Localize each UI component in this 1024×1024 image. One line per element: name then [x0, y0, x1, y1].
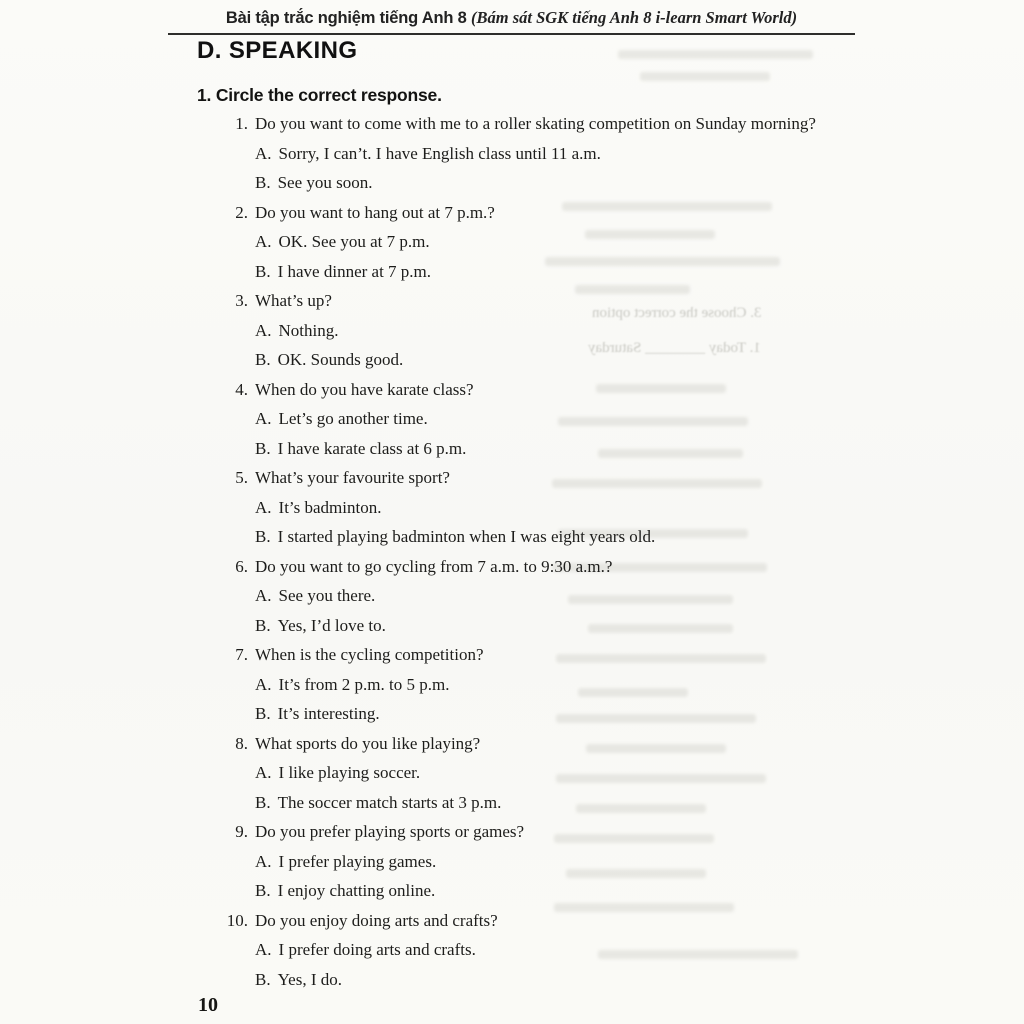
exercise-instruction: 1. Circle the correct response. [197, 85, 442, 105]
question-text: Do you prefer playing sports or games? [255, 822, 525, 841]
question-number: 2. [235, 202, 248, 222]
question-number: 10. [226, 910, 248, 930]
running-head-title: Bài tập trắc nghiệm tiếng Anh 8 [225, 9, 471, 27]
option-line [210, 876, 890, 906]
option-label: B. [255, 438, 271, 458]
bleed-through-streak [640, 72, 770, 81]
option-line [210, 581, 890, 611]
question-number: 4. [235, 379, 248, 399]
option-text: OK. Sounds good. [277, 350, 404, 369]
question-item [210, 552, 890, 641]
question-line [210, 109, 890, 139]
option-text: OK. See you at 7 p.m. [278, 232, 430, 251]
question-text: Do you want to hang out at 7 p.m.? [255, 202, 495, 222]
option-text: It’s interesting. [277, 704, 380, 723]
question-item [210, 109, 890, 198]
option-line [210, 522, 890, 552]
question-text: What’s up? [255, 291, 332, 310]
question-text: Do you enjoy doing arts and crafts? [255, 910, 498, 930]
option-line [210, 139, 890, 169]
option-line [210, 847, 890, 877]
option-line [210, 404, 890, 434]
option-text: Nothing. [278, 320, 339, 340]
question-text: Do you want to come with me to a roller skating competition on Sunday morning? [255, 114, 816, 133]
option-text: Let’s go another time. [278, 409, 428, 428]
option-label: B. [255, 173, 271, 192]
option-text: I like playing soccer. [278, 763, 421, 782]
option-text: I prefer playing games. [278, 851, 437, 871]
option-label: A. [255, 320, 272, 340]
option-label: A. [255, 232, 272, 251]
option-label: B. [255, 261, 271, 281]
option-label: B. [255, 350, 271, 369]
question-text: When do you have karate class? [255, 379, 474, 399]
running-head [168, 8, 855, 28]
option-label: B. [255, 969, 271, 989]
bleed-through-streak [618, 50, 813, 59]
option-text: Yes, I do. [277, 969, 342, 989]
question-line [210, 552, 890, 582]
option-label: A. [255, 674, 272, 694]
bleed-through-text: 3. Choose the correct option [592, 305, 762, 321]
question-item [210, 729, 890, 818]
option-label: A. [255, 586, 272, 605]
question-number: 9. [235, 822, 248, 841]
question-line [210, 906, 890, 936]
bleed-through-text: 1. Today ________ Saturday [588, 340, 761, 356]
option-text: Sorry, I can’t. I have English class until 11 a.m. [278, 143, 601, 163]
option-text: See you there. [278, 586, 376, 605]
question-text: When is the cycling competition? [255, 645, 484, 664]
option-text: It’s from 2 p.m. to 5 p.m. [278, 674, 450, 694]
option-line [210, 965, 890, 995]
option-label: B. [255, 527, 271, 546]
option-line [210, 493, 890, 523]
question-item [210, 640, 890, 729]
option-line [210, 935, 890, 965]
option-line [210, 345, 890, 375]
option-label: B. [255, 615, 271, 635]
option-line [210, 758, 890, 788]
question-text: What’s your favourite sport? [255, 468, 450, 487]
option-label: A. [255, 940, 272, 959]
option-label: B. [255, 881, 271, 900]
question-number: 1. [235, 114, 248, 133]
option-line [210, 316, 890, 346]
option-text: I enjoy chatting online. [277, 881, 436, 900]
option-text: Yes, I’d love to. [277, 615, 386, 635]
running-head-subtitle: (Bám sát SGK tiếng Anh 8 i-learn Smart World) [471, 8, 798, 27]
option-text: It’s badminton. [278, 497, 382, 517]
question-number: 8. [235, 733, 248, 753]
header-rule [168, 33, 855, 35]
option-line [210, 788, 890, 818]
question-line [210, 640, 890, 670]
option-line [210, 434, 890, 464]
question-text: What sports do you like playing? [255, 733, 481, 753]
option-line [210, 227, 890, 257]
option-label: A. [255, 497, 272, 517]
question-list [210, 109, 890, 994]
section-heading: D. SPEAKING [197, 37, 358, 64]
option-line [210, 611, 890, 641]
option-text: I have karate class at 6 p.m. [277, 438, 467, 458]
question-item [210, 198, 890, 287]
question-line [210, 463, 890, 493]
option-label: A. [255, 143, 272, 163]
question-line [210, 198, 890, 228]
option-label: A. [255, 409, 272, 428]
option-text: I prefer doing arts and crafts. [278, 940, 476, 959]
question-item [210, 906, 890, 995]
option-label: B. [255, 704, 271, 723]
question-number: 6. [235, 556, 248, 576]
question-item [210, 817, 890, 906]
option-text: See you soon. [277, 173, 373, 192]
question-line [210, 286, 890, 316]
question-text: Do you want to go cycling from 7 a.m. to 9:30 a.m.? [255, 556, 613, 576]
option-text: I have dinner at 7 p.m. [277, 261, 432, 281]
option-text: I started playing badminton when I was eight years old. [277, 527, 656, 546]
question-item [210, 286, 890, 375]
option-label: A. [255, 851, 272, 871]
question-line [210, 729, 890, 759]
option-line [210, 257, 890, 287]
option-label: A. [255, 763, 272, 782]
question-number: 3. [235, 291, 248, 310]
question-item [210, 375, 890, 464]
option-text: The soccer match starts at 3 p.m. [277, 792, 502, 812]
option-line [210, 699, 890, 729]
page-number: 10 [198, 994, 218, 1016]
option-line [210, 670, 890, 700]
question-item [210, 463, 890, 552]
option-line [210, 168, 890, 198]
option-label: B. [255, 792, 271, 812]
question-line [210, 375, 890, 405]
question-number: 5. [235, 468, 248, 487]
question-number: 7. [235, 645, 248, 664]
question-line [210, 817, 890, 847]
